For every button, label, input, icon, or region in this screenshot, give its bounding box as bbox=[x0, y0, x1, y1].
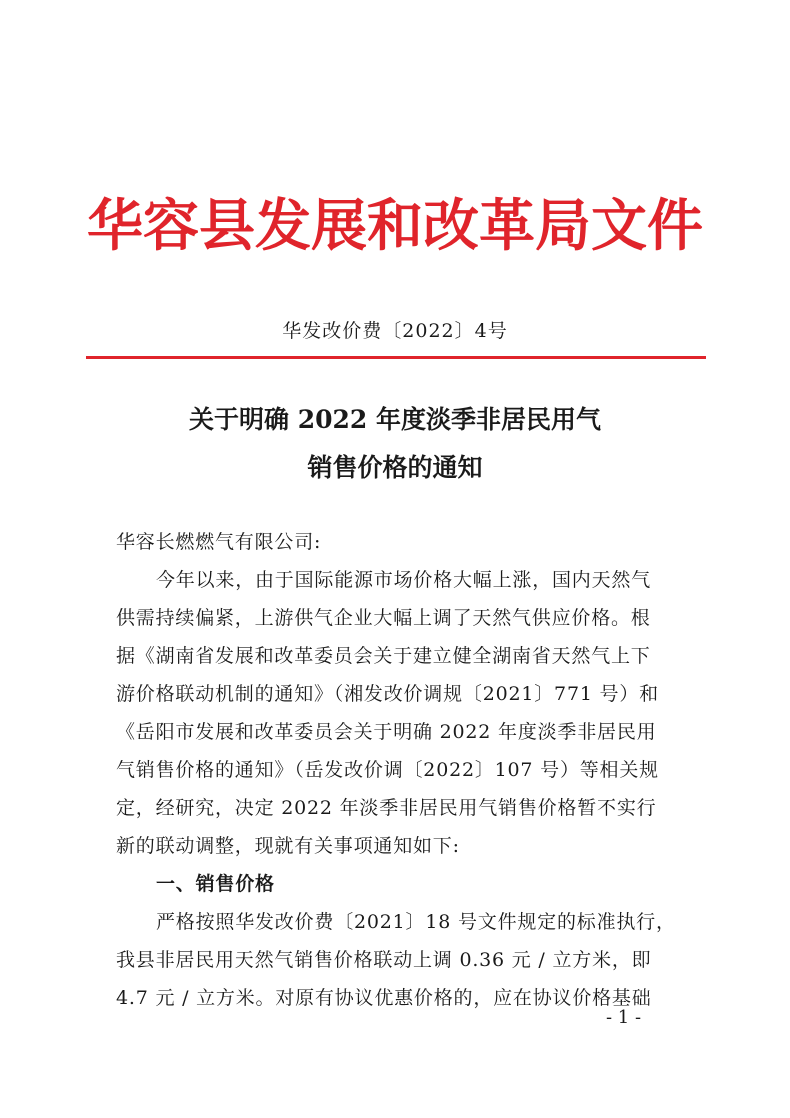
red-divider bbox=[86, 356, 706, 359]
body-line: 定，经研究，决定 2022 年淡季非居民用气销售价格暂不实行 bbox=[116, 797, 657, 819]
body-line: 4.7 元 / 立方米。对原有协议优惠价格的，应在协议价格基础 bbox=[116, 987, 652, 1009]
body-line: 今年以来，由于国际能源市场价格大幅上涨，国内天然气 bbox=[156, 569, 652, 591]
addressee: 华容长燃燃气有限公司: bbox=[116, 531, 322, 553]
notice-title-line-1: 关于明确 2022 年度淡季非居民用气 bbox=[189, 405, 601, 434]
body-line: 严格按照华发改价费〔2021〕18 号文件规定的标准执行， bbox=[156, 911, 676, 933]
body-line: 供需持续偏紧，上游供气企业大幅上调了天然气供应价格。根 bbox=[116, 607, 651, 629]
body-line: 新的联动调整，现就有关事项通知如下: bbox=[116, 835, 460, 857]
notice-title-line-2: 销售价格的通知 bbox=[307, 453, 483, 482]
body-line: 气销售价格的通知》（岳发改价调〔2022〕107 号）等相关规 bbox=[116, 759, 659, 781]
section-heading: 一、销售价格 bbox=[156, 873, 275, 895]
body-line: 《岳阳市发展和改革委员会关于明确 2022 年度淡季非居民用 bbox=[116, 721, 657, 743]
issuer-title: 华容县发展和改革局文件 bbox=[87, 193, 703, 259]
document-number: 华发改价费〔2022〕4号 bbox=[282, 320, 508, 342]
body-line: 我县非居民用天然气销售价格联动上调 0.36 元 / 立方米，即 bbox=[116, 949, 652, 971]
body-line: 游价格联动机制的通知》（湘发改价调规〔2021〕771 号）和 bbox=[116, 683, 659, 705]
body-line: 据《湖南省发展和改革委员会关于建立健全湖南省天然气上下 bbox=[116, 645, 651, 667]
page-number: - 1 - bbox=[606, 1007, 642, 1028]
